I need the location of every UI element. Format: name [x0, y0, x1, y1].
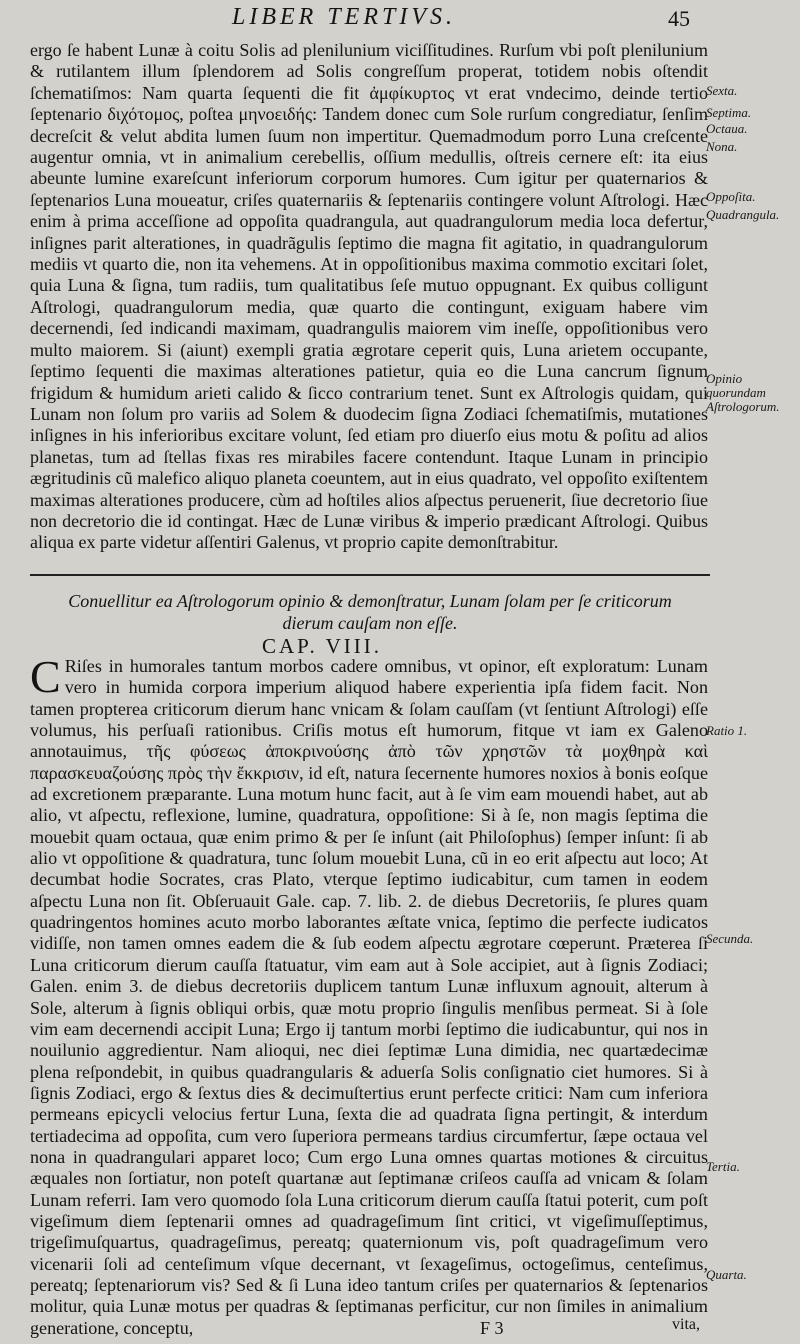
body-text-column [30, 40, 708, 554]
body-paragraph: ergo ſe habent Lunæ à coitu Solis ad plenilunium viciſſitudines. Rurſum vbi poſt plenilunium & rutilantem illum ſplendorem ad Solis congreſſum properat, totidem nobis oſtendit ſchematiſmos: Nam quarta ſequenti die fit ἀμφίκυρτος vt erat vndecimo, deinde tertio ſeptenario διχότομος, poſtea μηνοειδής: Tandem donec cum Sole rurſum congrediatur, ſenſim decreſcit & velut abdita lumen ſuum non impertitur. Quemadmodum porro Luna creſcente augentur omnia, vt in animalium cerebellis, oſſium medullis, oſtreis cernere eſt: ita eius abeunte lumine exareſcunt inferiorum corporum humores. Cum igitur per quaternarios & ſeptenarios Luna moueatur, criſes quaternariis & ſeptenariis contingere volunt Aſtrologi. Hæc enim à prima acceſſione ad oppoſita quadrangula, aut quadrangulorum media loca defertur, inſignes parit alterationes, in quadrãgulis ſeptimo die magna fit agitatio, in quadrangulorum mediis vt quarto die, non ita vehemens. At in oppoſitionibus maxima commotio excitari ſolet, quia Luna & ſigna, tum radiis, tum qualitatibus ſeſe mutuo oppugnant. Ex quibus colligunt Aſtrologi, quadrangulorum media, quæ quarto die contingunt, exiguam habere vim decernendi, ſed indicandi maximam, quadrangulis maiorem vim ineſſe, oppoſitionibus vero multo maiorem. Si (aiunt) exempli gratia ægrotare ceperit quis, Luna arietem occupante, ſeptimo ſequenti die maximas alterationes patietur, quia eo die Luna cancrum ſignum frigidum & humidum arieti calido & ſicco contrarium tenet. Sunt ex Aſtrologis quidam, qui Lunam non ſolum pro variis ad Solem & duodecim ſigna Zodiaci ſchematiſmis, mutationes inſignes in his inferioribus excitare volunt, ſed etiam pro diuerſo eius motu & poſitu ad alios planetas, tum ad ſtellas fixas res mirabiles facere contendunt. Itaque Lunam in principio ægritudinis cũ malefico aliquo planeta coeuntem, aut in eius quadrato, vel oppoſito exiſtentem maximas alterationes producere, cùm ad hoſtiles alios aſpectus peruenerit, ſiue decretorio ſiue non decretorio die id contingat. Hæc de Lunæ viribus & imperio prædicant Aſtrologi. Quibus aliqua ex parte videtur aſſentiri Galenus, vt proprio capite demonſtrabitur. [30, 40, 708, 553]
margin-note-quarta: Quarta. [706, 1267, 747, 1282]
chapter-text-column [30, 651, 708, 1339]
margin-note-opposita: Oppoſita. [706, 189, 756, 204]
running-title: LIBER TERTIVS. [232, 4, 456, 30]
page-number: 45 [668, 6, 690, 31]
chapter-paragraph: Riſes in humorales tantum morbos cadere omnibus, vt opinor, eſt exploratum: Lunam vero in humida corpora imperium aliquod habere experientia ipſa fidem facit. Non tamen propterea criticorum dierum hanc vnicam & ſolam cauſſam (vt ſentiunt Aſtrologi) eſſe volumus, his perſuaſi rationibus. Criſis motus eſt humorum, fitque vt iam ex Galeno annotauimus, τῆς φύσεως ἀποκρινούσης ἀπὸ τῶν χρηστῶν τὰ μοχθηρὰ καὶ παρασκευαζούσης πρὸς τὴν ἔκκρισιν, id eſt, natura ſecernente humores noxios à bonis eoſque ad excretionem præparante. Luna motum hunc facit, aut à ſe vim eam mouendi habet, aut ab alio, vt aſpectu, reflexione, lumine, quadratura, oppoſitione: Si à ſe, non magis ſeptima die mouebit quam octaua, quæ enim primo & per ſe inſunt (ait Philoſophus) ſemper inſunt: ſi ab alio vt oppoſitione & quadratura, tunc ſolum mouebit Luna, cũ in eo erit aſpectu aut loco; At decumbat hodie Socrates, cras Plato, vterque ſeptimo iudicabitur, cum tamen in eodem aſpectu Luna non ſit. Obſeruauit Gale. cap. 7. lib. 2. de diebus Decretoriis, ſe plures quam quadringentos homines acuto morbo laborantes æſtate vnica, ſeptimo die perfecte iudicatos vidiſſe, non tamen omnes eadem die & ſub eodem aſpectu ægrotare cœperunt. Præterea ſi Luna criticorum dierum cauſſa ſtatuatur, vim eam aut à Sole accipiet, aut à ſignis Zodiaci; Galen. enim 3. de diebus decretoriis duplicem tantum Lunæ influxum agnouit, alterum à Sole, alterum à ſignis obliqui orbis, quæ motu proprio ſingulis menſibus permeat. Si à ſole vim eam decernendi accipit Luna; Ergo ij tantum morbi ſeptimo die iudicabuntur, qui nos in nouilunio aggredientur. Nam alioqui, nec diei ſeptimæ Luna dimidia, nec quartædecimæ plena reſpondebit, in quibus quadrangularis & aduerſa Solis conſignatio ciet humores. Si à ſignis Zodiaci, ergo & ſextus dies & decimuſtertius erunt perfecte critici: Nam cum inferiora permeans epicycli velocius fertur Luna, ſexta die ad quadrata ſigna pertingit, & interdum tertiadecima ad oppoſita, cum vero ſuperiora permeans tardius circumfertur, ſæpe octaua vel nona in quadrangulari apparet loco; Cum ergo Luna omnes quartas motiones & circuitus æquales non ſortiatur, non poteſt quartanæ aut ſeptimanæ criſeos cauſſa ad vnicam & ſolam Lunam referri. Iam vero quomodo ſola Luna criticorum dierum cauſſa ſtatui poterit, cum poſt vigeſimum diem ſeptenarii omnes ad quadrageſimum ſint critici, vt vigeſimuſſeptimus, trigeſimuſquartus, quadrageſimus, pereatq; quaternionum vis, poſt quadrageſimum vero vicenarii ſoli ad centeſimum vſque decernant, vt ſexageſimus, octogeſimus, centeſimus, pereatq; ſeptenariorum vis? Sed & ſi Luna ideo tantum criſes per quaternarios & ſeptenarios molitur, quia Lunæ motus per quadras & ſeptimanas perficitur, cur non ſimiles in animalium generatione, conceptu, [30, 656, 708, 1338]
section-divider [30, 574, 710, 576]
margin-note-nona: Nona. [706, 139, 738, 154]
margin-note-ratio: Ratio 1. [706, 723, 748, 738]
drop-cap-initial: C [30, 651, 61, 702]
margin-note-septima: Septima. [706, 105, 752, 120]
margin-note-quadrangula: Quadrangula. [706, 207, 780, 222]
chapter-title: Conuellitur ea Aſtrologorum opinio & demonſtratur, Lunam ſolam per ſe criticorum dierum cauſam non eſſe. [68, 591, 672, 633]
chapter-number: CAP. VIII. [262, 634, 383, 658]
margin-note-tertia: Tertia. [706, 1159, 740, 1174]
running-head [0, 4, 800, 40]
margin-note-opinio: Opinio quorundam Aſtrologorum. [706, 371, 780, 414]
margin-note-sexta: Sexta. [706, 83, 738, 98]
signature-mark: F 3 [480, 1318, 504, 1338]
margin-note-octaua: Octaua. [706, 121, 748, 136]
margin-note-secunda: Secunda. [706, 931, 754, 946]
catchword: vita, [672, 1316, 700, 1333]
